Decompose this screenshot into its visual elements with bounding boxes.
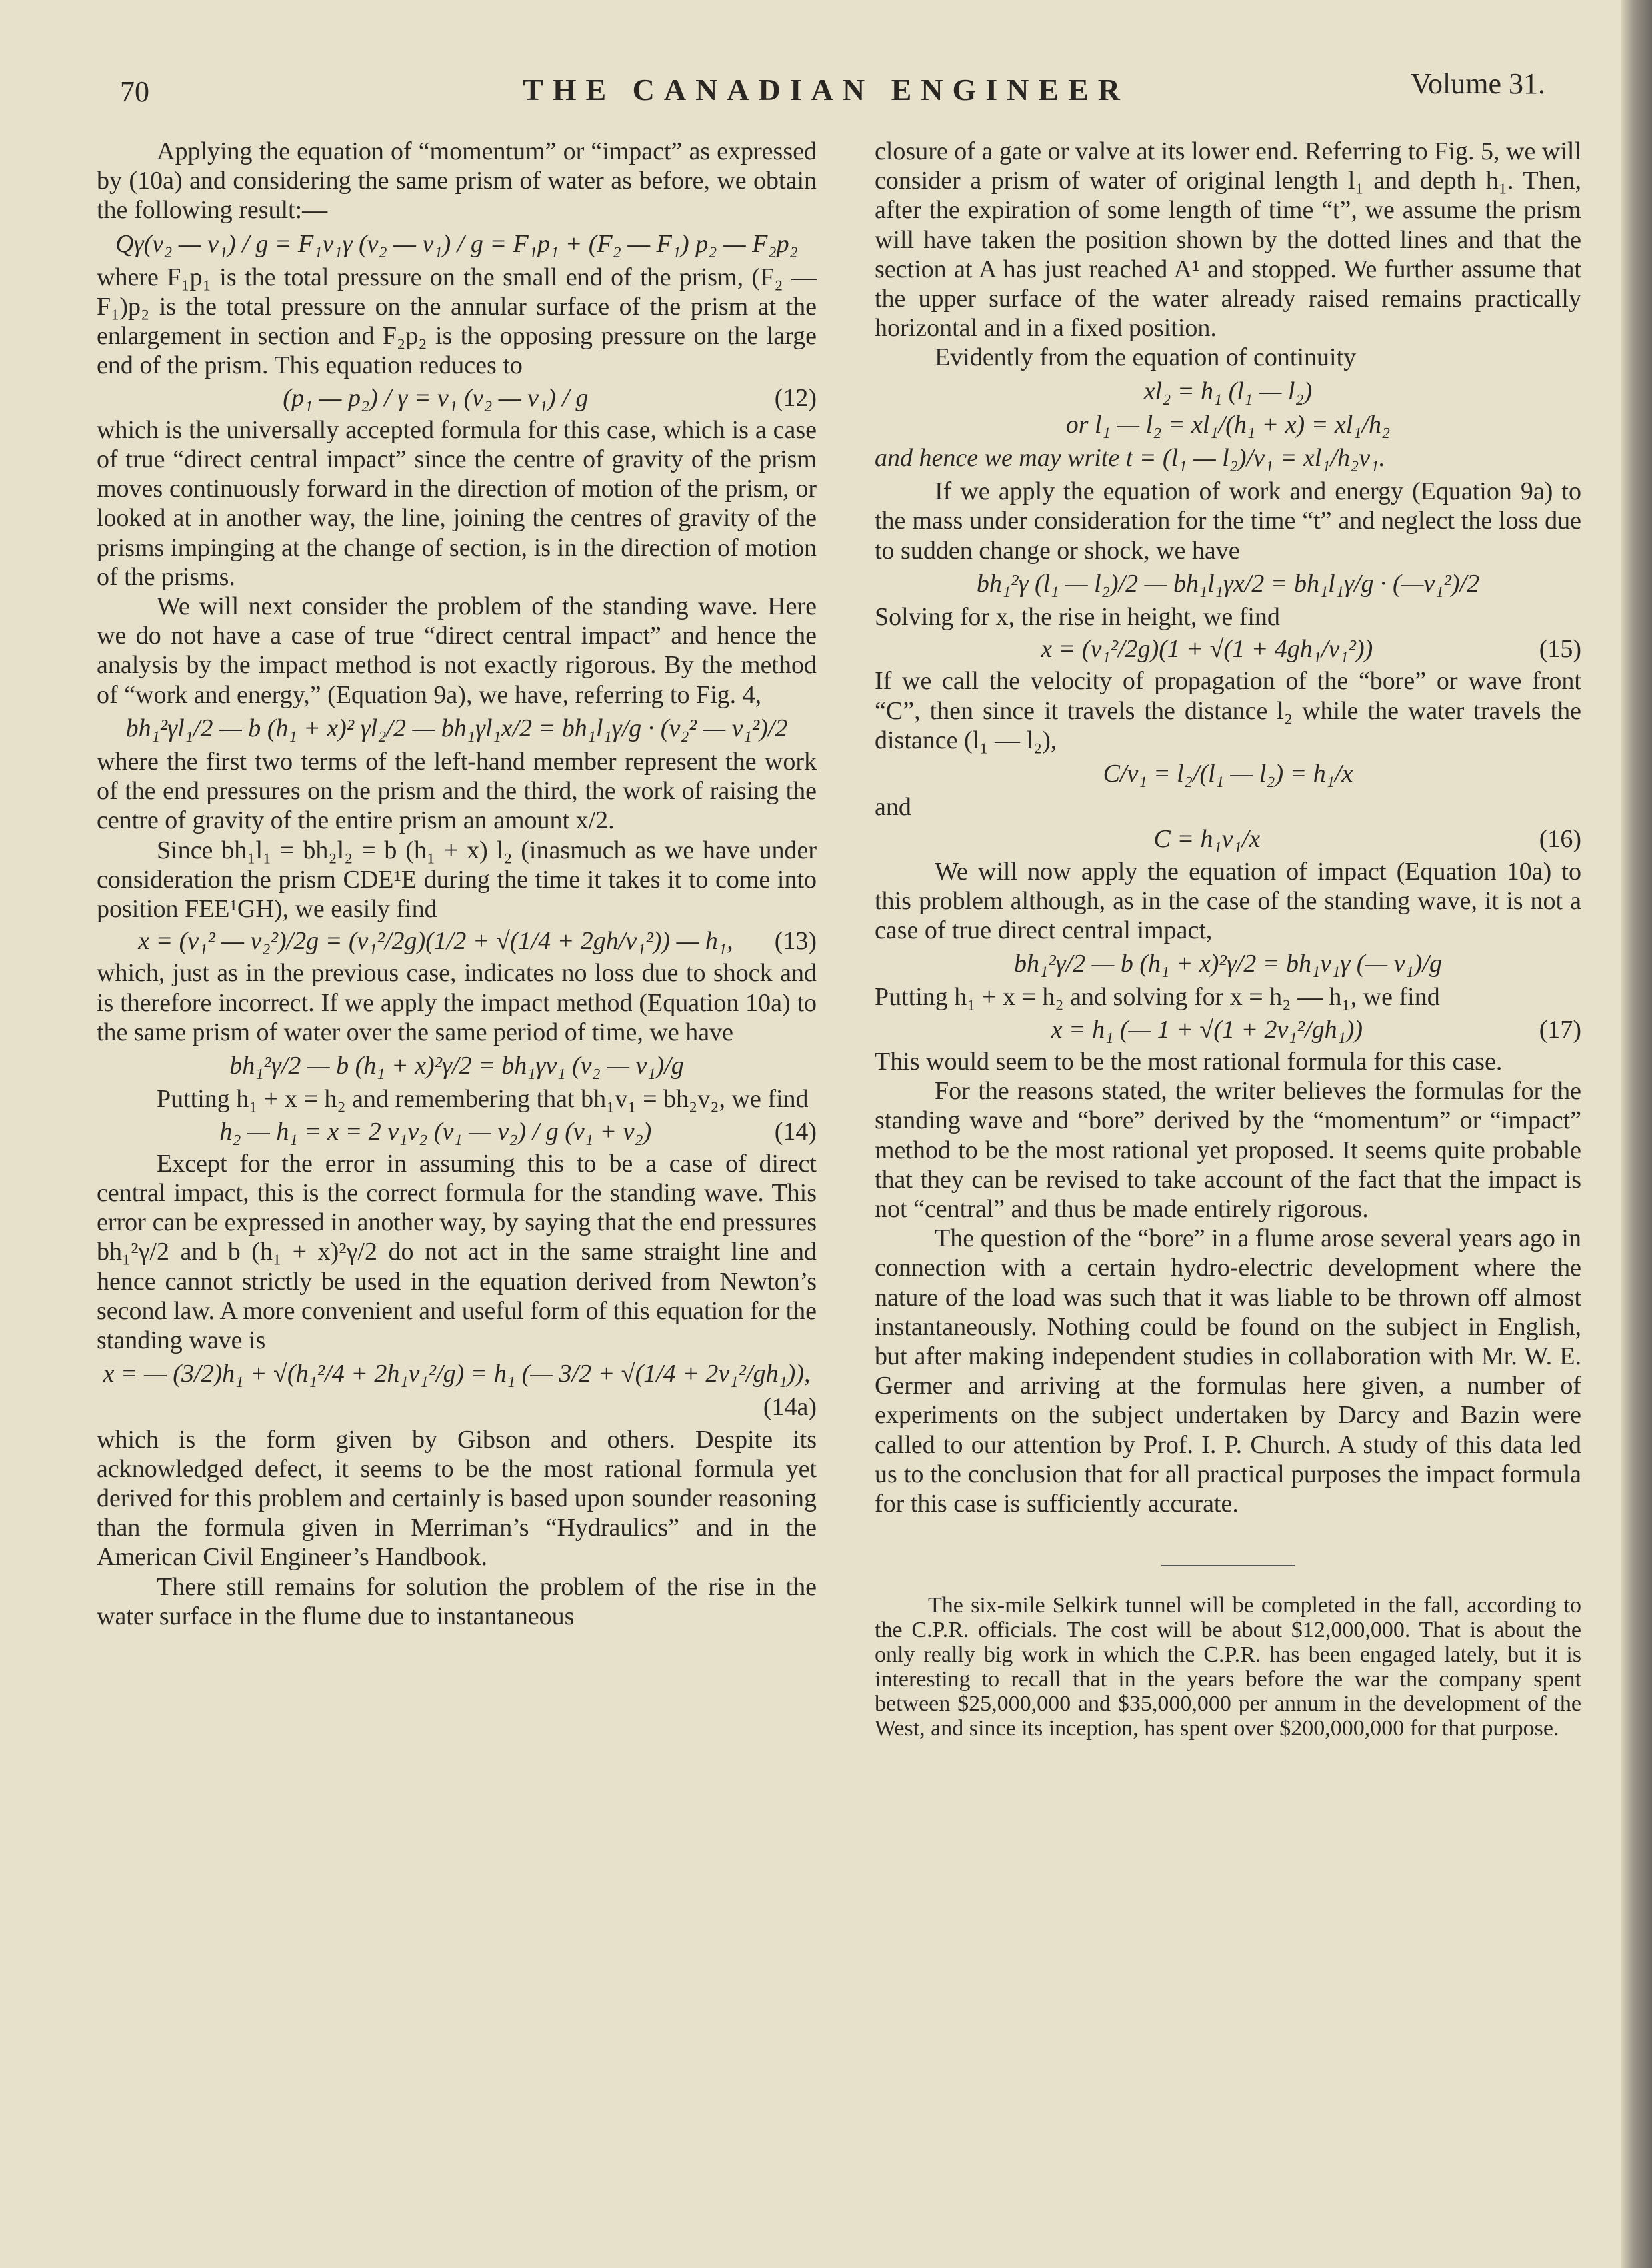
equation-16 [875,824,1581,854]
paragraph: closure of a gate or valve at its lower end. Referring to Fig. 5, we will consider a prism of water of original length l₁ and depth h₁. Then, after the expiration of some length of time “t”, we assume the prism will have taken the position shown by the dotted lines and that the section at A has just reached A¹ and stopped. We further assume that the upper surface of the water already raised remains practically horizontal and in a fixed position. [875,137,1581,343]
paragraph: We will next consider the problem of the standing wave. Here we do not have a case of true “direct central impact” and hence the analysis by the impact method is not exactly rigorous. By the method of “work and energy,” (Equation 9a), we have, referring to Fig. 4, [97,592,817,709]
equation: and hence we may write t = (l₁ — l₂)/v₁ = xl₁/h₂v₁. [875,444,1385,473]
paragraph: which, just as in the previous case, indicates no loss due to shock and is therefore incorrect. If we apply the impact method (Equation 10a) to the same prism of water over the same period of time, we have [97,959,817,1046]
paragraph: Putting h₁ + x = h₂ and remembering that bh₁v₁ = bh₂v₂, we find [157,1085,809,1114]
paragraph: If we apply the equation of work and energy (Equation 9a) to the mass under consideration for the time “t” and neglect the loss due to sudden change or shock, we have [875,477,1581,565]
equation-number: (12) [774,383,817,412]
paragraph: This would seem to be the most rational formula for this case. [875,1047,1503,1076]
equation-17 [875,1015,1581,1044]
equation: xl₂ = h₁ (l₁ — l₂) [1143,377,1313,405]
equation: bh₁²γ/2 — b (h₁ + x)²γ/2 = bh₁v₁γ (— v₁)/g [1013,950,1442,978]
equation-text: h₂ — h₁ = x = 2 v₁v₂ (v₁ — v₂) / g (v₁ + v₂) [219,1117,652,1146]
left-column [97,137,817,1631]
equation-text: C = h₁v₁/x [1153,825,1261,854]
equation: or l₁ — l₂ = xl₁/(h₁ + x) = xl₁/h₂ [1065,410,1391,439]
equation-13 [97,926,817,956]
paragraph: Evidently from the equation of continuity [935,343,1357,372]
equation-14a: x = — (3/2)h₁ + √(h₁²/4 + 2h₁v₁²/g) = h₁ (— 3/2 + √(1/4 + 2v₁²/gh₁)), [103,1360,811,1388]
equation-text: x = (v₁² — v₂²)/2g = (v₁²/2g)(1/2 + √(1/4 + 2gh/v₁²)) — h₁, [138,927,733,956]
page-number: 70 [120,75,149,108]
equation-text: (p₁ — p₂) / γ = v₁ (v₂ — v₁) / g [283,383,589,412]
equation-number: (13) [774,927,817,956]
paragraph: We will now apply the equation of impact (Equation 10a) to this problem although, as in the case of the standing wave, it is not a case of true direct central impact, [875,857,1581,945]
page-header [0,67,1652,113]
section-divider [1161,1565,1295,1566]
news-note-text: The six-mile Selkirk tunnel will be completed in the fall, according to the C.P.R. officials. The cost will be about $12,000,000. That is about the only really big work in which the C.P.R. has been engaged lately, but it is interesting to recall that in the years before the war the company spent between $25,000,000 and $35,000,000 per annum in the development of the West, and since its inception, has spent over $200,000,000 for that purpose. [875,1593,1581,1741]
paragraph: which is the universally accepted formula for this case, which is a case of true “direct central impact” since the centre of gravity of the prism moves continuously forward in the direction of motion of the prism, or looked at in another way, the line, joining the centres of gravity of the prisms impinging at the change of section, is in the direction of motion of the prisms. [97,415,817,591]
equation-text: x = h₁ (— 1 + √(1 + 2v₁²/gh₁)) [1051,1015,1363,1044]
paragraph: Since bh₁l₁ = bh₂l₂ = b (h₁ + x) l₂ (inasmuch as we have under consideration the prism CDE¹E during the time it takes it to come into position FEE¹GH), we easily find [97,836,817,924]
paragraph: Solving for x, the rise in height, we find [875,603,1280,632]
paragraph: Putting h₁ + x = h₂ and solving for x = h₂ — h₁, we find [875,983,1440,1012]
volume-label: Volume 31. [1410,67,1545,100]
equation-number: (15) [1539,635,1581,664]
page-edge-shadow [1621,0,1652,2268]
paragraph: and [875,793,911,822]
equation: C/v₁ = l₂/(l₁ — l₂) = h₁/x [1103,760,1353,788]
paragraph: where F₁p₁ is the total pressure on the small end of the prism, (F₂ — F₁)p₂ is the total pressure on the annular surface of the prism at the enlargement in section and F₂p₂ is the opposing pressure on the large end of the prism. This equation reduces to [97,263,817,380]
equation-14 [97,1117,817,1146]
equation: bh₁²γ (l₁ — l₂)/2 — bh₁l₁γx/2 = bh₁l₁γ/g · (—v₁²)/2 [976,569,1480,598]
news-note [875,1593,1581,1741]
paragraph: For the reasons stated, the writer believes the formulas for the standing wave and “bore” derived by the “momentum” or “impact” method to be the most rational yet proposed. It seems quite probable that they can be revised to take account of the fact that the impact is not “central” and thus be made entirely rigorous. [875,1077,1581,1223]
equation-number: (16) [1539,825,1581,854]
paragraph: where the first two terms of the left-hand member represent the work of the end pressures on the prism and the third, the work of raising the centre of gravity of the entire prism an amount x/2. [97,748,817,835]
equation: bh₁²γ/2 — b (h₁ + x)²γ/2 = bh₁γv₁ (v₂ — v₁)/g [229,1052,684,1080]
paragraph: Applying the equation of “momentum” or “impact” as expressed by (10a) and considering the same prism of water as before, we obtain the following result:— [97,137,817,225]
equation-number: (14) [774,1117,817,1146]
equation-text: x = (v₁²/2g)(1 + √(1 + 4gh₁/v₁²)) [1041,635,1373,664]
equation: Qγ(v₂ — v₁) / g = F₁v₁γ (v₂ — v₁) / g = F₁p₁ + (F₂ — F₁) p₂ — F₂p₂ [115,229,798,258]
equation-12 [97,383,817,413]
equation-number: (17) [1539,1015,1581,1044]
equation: bh₁²γl₁/2 — b (h₁ + x)² γl₂/2 — bh₁γl₁x/2 = bh₁l₁γ/g · (v₂² — v₁²)/2 [125,714,788,742]
paragraph: The question of the “bore” in a flume arose several years ago in connection with a certain hydro-electric development where the nature of the load was such that it was liable to be thrown off almost instantaneously. Nothing could be found on the subject in English, but after making independent studies in collaboration with Mr. W. E. Germer and arriving at the formulas here given, a number of experiments on the subject undertaken by Darcy and Bazin were called to our attention by Prof. I. P. Church. A study of this data led us to the conclusion that for all practical purposes the impact formula for this case is sufficiently accurate. [875,1224,1581,1518]
paragraph: which is the form given by Gibson and others. Despite its acknowledged defect, it seems to be the most rational formula yet derived for this problem and certainly is based upon sounder reasoning than the formula given in Merriman’s “Hydraulics” and in the American Civil Engineer’s Handbook. [97,1425,817,1572]
paragraph: Except for the error in assuming this to be a case of direct central impact, this is the correct formula for the standing wave. This error can be expressed in another way, by saying that the end pressures bh₁²γ/2 and b (h₁ + x)²γ/2 do not act in the same straight line and hence cannot strictly be used in the equation derived from Newton’s second law. A more convenient and useful form of this equation for the standing wave is [97,1149,817,1354]
right-column [875,137,1581,1741]
paragraph: If we call the velocity of propagation of the “bore” or wave front “C”, then since it travels the distance l₂ while the water travels the distance (l₁ — l₂), [875,667,1581,754]
paragraph: There still remains for solution the problem of the rise in the water surface in the flume due to instantaneous [97,1572,817,1630]
equation-15 [875,634,1581,664]
journal-title: THE CANADIAN ENGINEER [523,73,1129,107]
equation-number: (14a) [763,1393,817,1422]
